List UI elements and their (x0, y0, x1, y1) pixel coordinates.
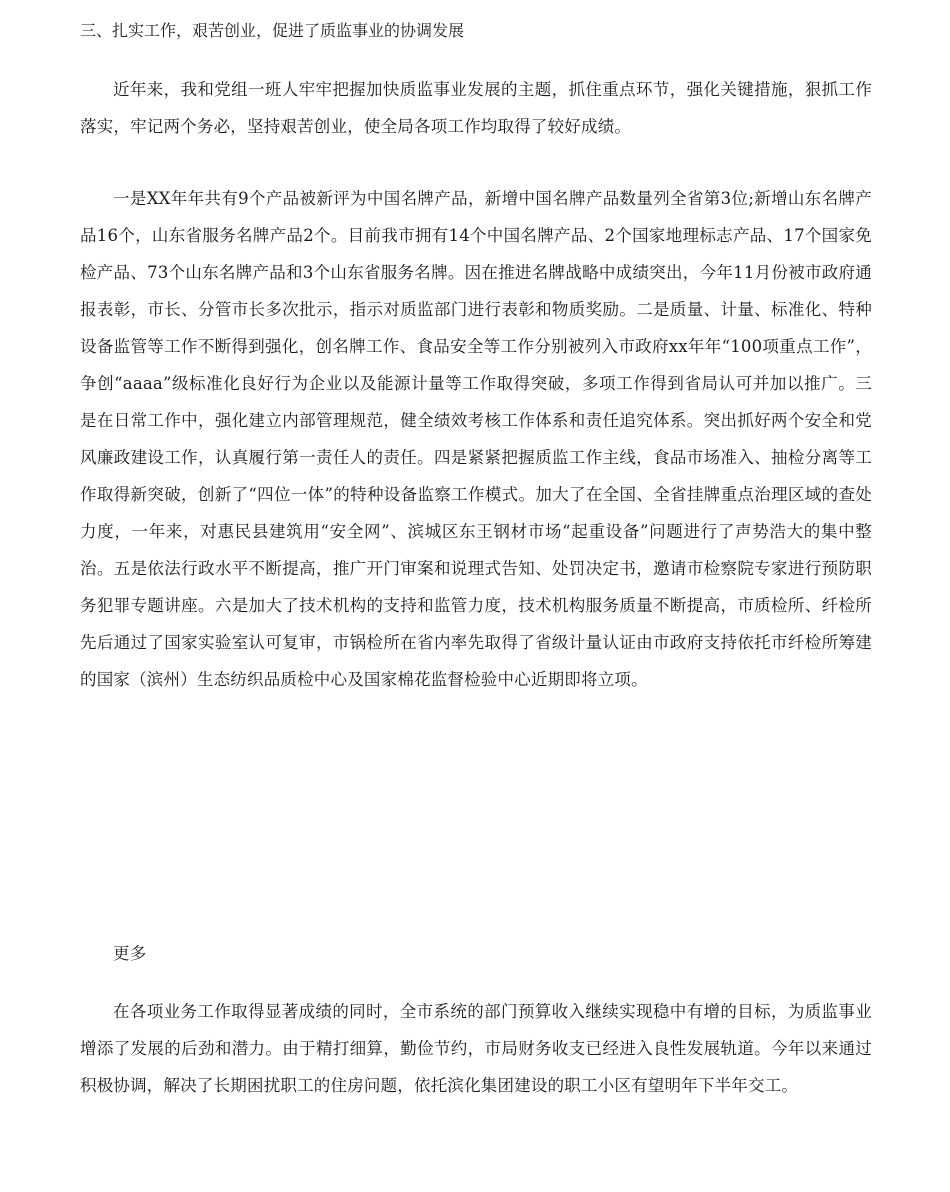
paragraph-intro: 近年来，我和党组一班人牢牢把握加快质监事业发展的主题，抓住重点环节，强化关键措施，狠抓工作落实，牢记两个务必，坚持艰苦创业，使全局各项工作均取得了较好成绩。 (80, 80, 872, 136)
paragraph-achievements: 一是XX年年共有9个产品被新评为中国名牌产品，新增中国名牌产品数量列全省第3位;新增山东名牌产品16个，山东省服务名牌产品2个。目前我市拥有14个中国名牌产品、2个国家地理标志产品、17个国家免检产品、73个山东名牌产品和3个山东省服务名牌。因在推进名牌战略中成绩突出，今年11月份被市政府通报表彰，市长、分管市长多次批示，指示对质监部门进行表彰和物质奖励。二是质量、计量、标准化、特种设备监管等工作不断得到强化，创名牌工作、食品安全等工作分别被列入市政府xx年年“100项重点工作”，争创“aaaa”级标准化良好行为企业以及能源计量等工作取得突破，多项工作得到省局认可并加以推广。三是在日常工作中，强化建立内部管理规范，健全绩效考核工作体系和责任追究体系。突出抓好两个安全和党风廉政建设工作，认真履行第一责任人的责任。四是紧紧把握质监工作主线，食品市场准入、抽检分离等工作取得新突破，创新了“四位一体”的特种设备监察工作模式。加大了在全国、全省挂牌重点治理区域的查处力度，一年来，对惠民县建筑用“安全网”、滨城区东王钢材市场“起重设备”问题进行了声势浩大的集中整治。五是依法行政水平不断提高，推广开门审案和说理式告知、处罚决定书，邀请市检察院专家进行预防职务犯罪专题讲座。六是加大了技术机构的支持和监管力度，技术机构服务质量不断提高，市质检所、纤检所先后通过了国家实验室认可复审，市锅检所在省内率先取得了省级计量认证由市政府支持依托市纤检所筹建的国家（滨州）生态纺织品质检中心及国家棉花监督检验中心近期即将立项。 (80, 189, 872, 689)
section-heading: 三、扎实工作，艰苦创业，促进了质监事业的协调发展 (80, 21, 465, 40)
paragraph-finance: 在各项业务工作取得显著成绩的同时，全市系统的部门预算收入继续实现稳中有增的目标，为质监事业增添了发展的后劲和潜力。由于精打细算，勤俭节约，市局财务收支已经进入良性发展轨道。今年以来通过积极协调，解决了长期困扰职工的住房问题，依托滨化集团建设的职工小区有望明年下半年交工。 (80, 1002, 872, 1095)
more-link[interactable]: 更多 (113, 944, 147, 963)
